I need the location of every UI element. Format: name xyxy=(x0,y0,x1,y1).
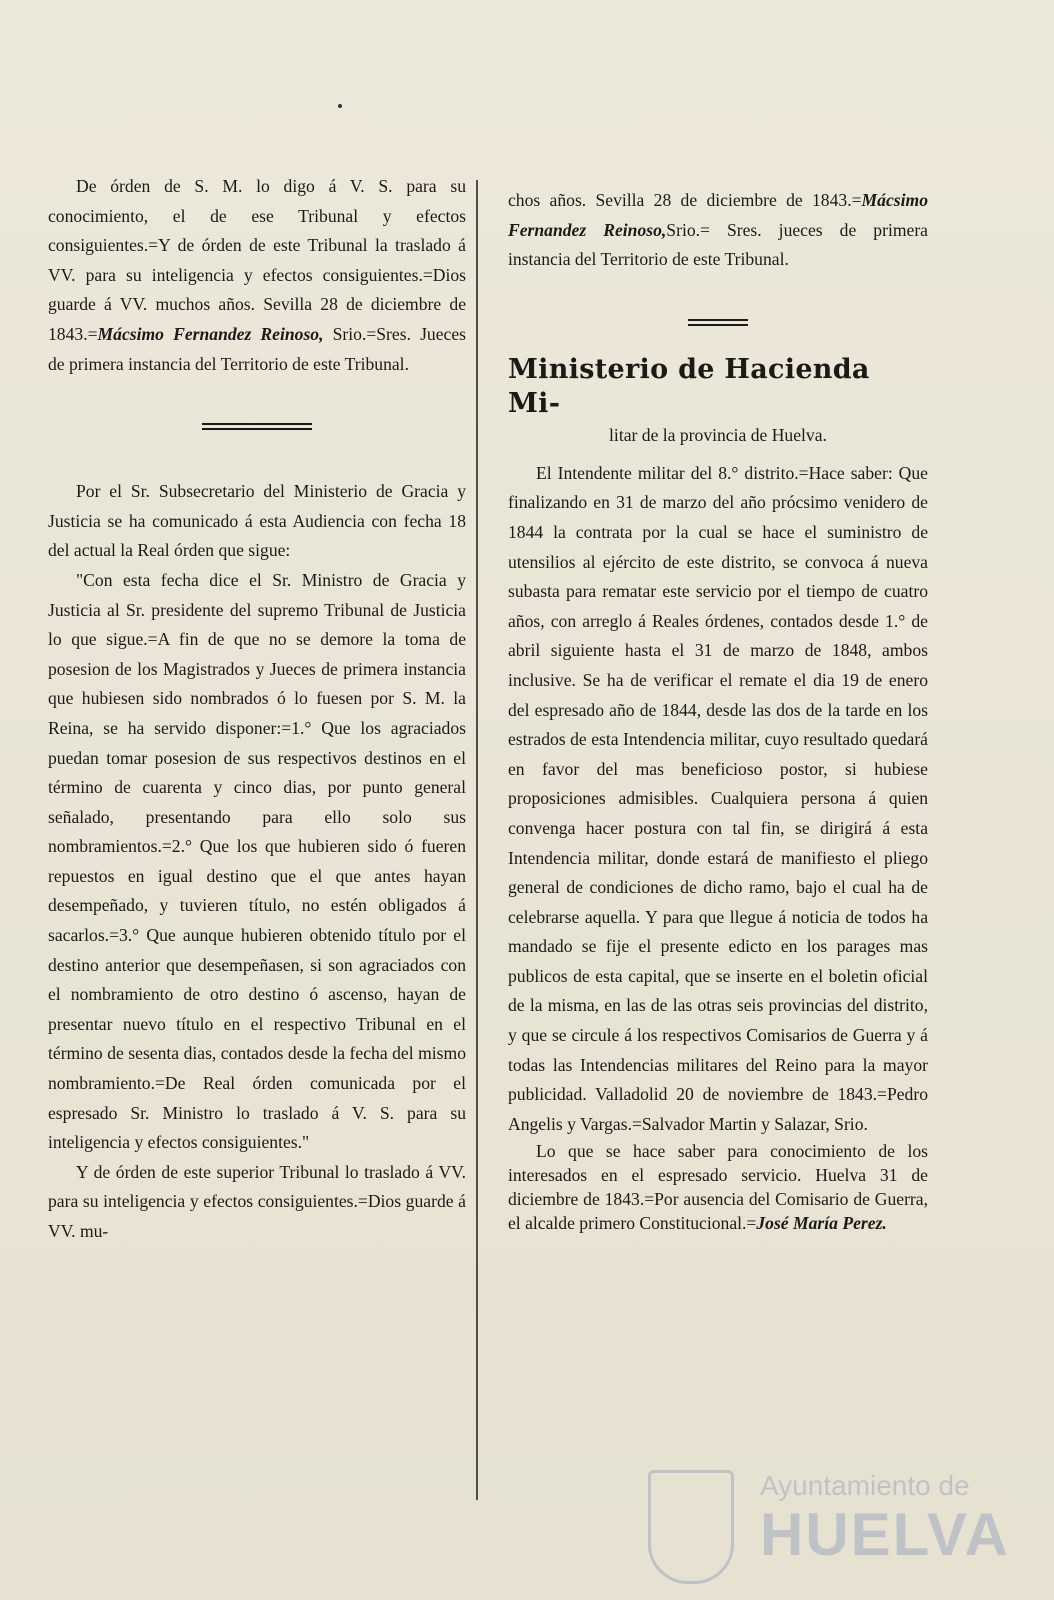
right-paragraph-3: Lo que se hace saber para conocimiento de los interesados en el espresado servicio. Huelva 31 de diciembre de 1843.=Por ausencia del Comisario de Guerra, el alcalde primero Constitucional.=José María Perez. xyxy=(508,1141,928,1234)
watermark-line-1: Ayuntamiento de xyxy=(760,1470,970,1501)
right-paragraph-1: chos años. Sevilla 28 de diciembre de 1843.=Mácsimo Fernandez Reinoso,Srio.= Sres. jueces de primera instancia del Territorio de este Tribunal. xyxy=(508,190,928,270)
left-column xyxy=(48,172,466,1247)
left-paragraph-1: De órden de S. M. lo digo á V. S. para su conocimiento, el de ese Tribunal y efectos consiguientes.=Y de órden de este Tribunal la traslado á VV. para su inteligencia y efectos consiguientes.=Dios guarde á VV. muchos años. Sevilla 28 de diciembre de 1843.=Mácsimo Fernandez Reinoso, Srio.=Sres. Jueces de primera instancia del Territorio de este Tribunal. xyxy=(48,176,467,374)
column-divider xyxy=(476,180,478,1500)
left-paragraph-3: "Con esta fecha dice el Sr. Ministro de Gracia y Justicia al Sr. presidente del supremo Tribunal de Justicia lo que sigue.=A fin de que no se demore la toma de posesion de los Magistrados y Jueces de primera instancia que hubiesen sido nombrados ó lo fuesen por S. M. la Reina, se ha servido disponer:=1.° Que los agraciados puedan tomar posesion de sus respectivos destinos en el término de cuarenta y cinco dias, por punto general señalado, presentando para ello solo sus nombramientos.=2.° Que los que hubieren sido ó fueren repuestos en igual destino que el que antes hayan desempeñado, y tuvieren título, no estén obligados á sacarlos.=3.° Que aunque hubieren obtenido título por el destino anterior que desempeñasen, si son agraciados con el nombramiento de otro destino ó ascenso, hayan de presentar nuevo título en el respectivo Tribunal en el término de sesenta dias, contados desde la fecha del mismo nombramiento.=De Real órden comunicada por el espresado Sr. Ministro lo traslado á V. S. para su inteligencia y efectos consiguientes." xyxy=(48,569,466,1153)
section-subheading: litar de la provincia de Huelva. xyxy=(609,424,827,445)
right-signature: Mácsimo Fernandez Reinoso, xyxy=(508,190,928,240)
watermark-line-2: HUELVA xyxy=(760,1501,1010,1568)
left-paragraph-4: Y de órden de este superior Tribunal lo traslado á VV. para su inteligencia y efectos consiguientes.=Dios guarde á VV. mu- xyxy=(48,1161,466,1241)
right-column xyxy=(508,186,928,1235)
right-paragraph-2: El Intendente militar del 8.° distrito.=Hace saber: Que finalizando en 31 de marzo del año prócsimo venidero de 1844 la contrata por la cual se hace el suministro de utensilios al ejército de este distrito, se convoca á nueva subasta para rematar este servicio por el tiempo de cuatro años, con arreglo á Reales órdenes, contados desde 1.° de abril siguiente hasta el 31 de marzo de 1848, ambos inclusive. Se ha de verificar el remate el dia 19 de enero del espresado año de 1844, desde las dos de la tarde en los estrados de esta Intendencia militar, cuyo resultado quedará en favor del mas beneficioso postor, si hubiese proposiciones admisibles. Cualquiera persona á quien convenga hacer postura con tal fin, se dirigirá á esta Intendencia militar, donde estará de manifiesto el pliego general de condiciones de dicho ramo, bajo el cual ha de celebrarse aquella. Y para que llegue á noticia de todos ha mandado se fije el presente edicto en los parages mas publicos de esta capital, que se inserte en el boletin oficial de la misma, en las de las otras seis provincias del distrito, y que se circule á los respectivos Comisarios de Guerra y á todas las Intendencias militares del Reino para la mayor publicidad. Valladolid 20 de noviembre de 1843.=Pedro Angelis y Vargas.=Salvador Martin y Salazar, Srio. xyxy=(508,462,928,1134)
page-mark xyxy=(338,104,342,108)
left-signature: Mácsimo Fernandez Reinoso, xyxy=(97,323,324,344)
archive-watermark xyxy=(648,1470,1010,1585)
final-signature: José María Perez. xyxy=(756,1213,887,1234)
left-paragraph-2: Por el Sr. Subsecretario del Ministerio de Gracia y Justicia se ha comunicado á esta Audiencia con fecha 18 del actual la Real órden que sigue: xyxy=(48,481,466,561)
coat-of-arms-icon xyxy=(648,1470,734,1584)
section-heading: Ministerio de Hacienda Mi- xyxy=(508,353,870,419)
section-separator xyxy=(202,419,312,435)
section-separator-right xyxy=(688,315,748,331)
